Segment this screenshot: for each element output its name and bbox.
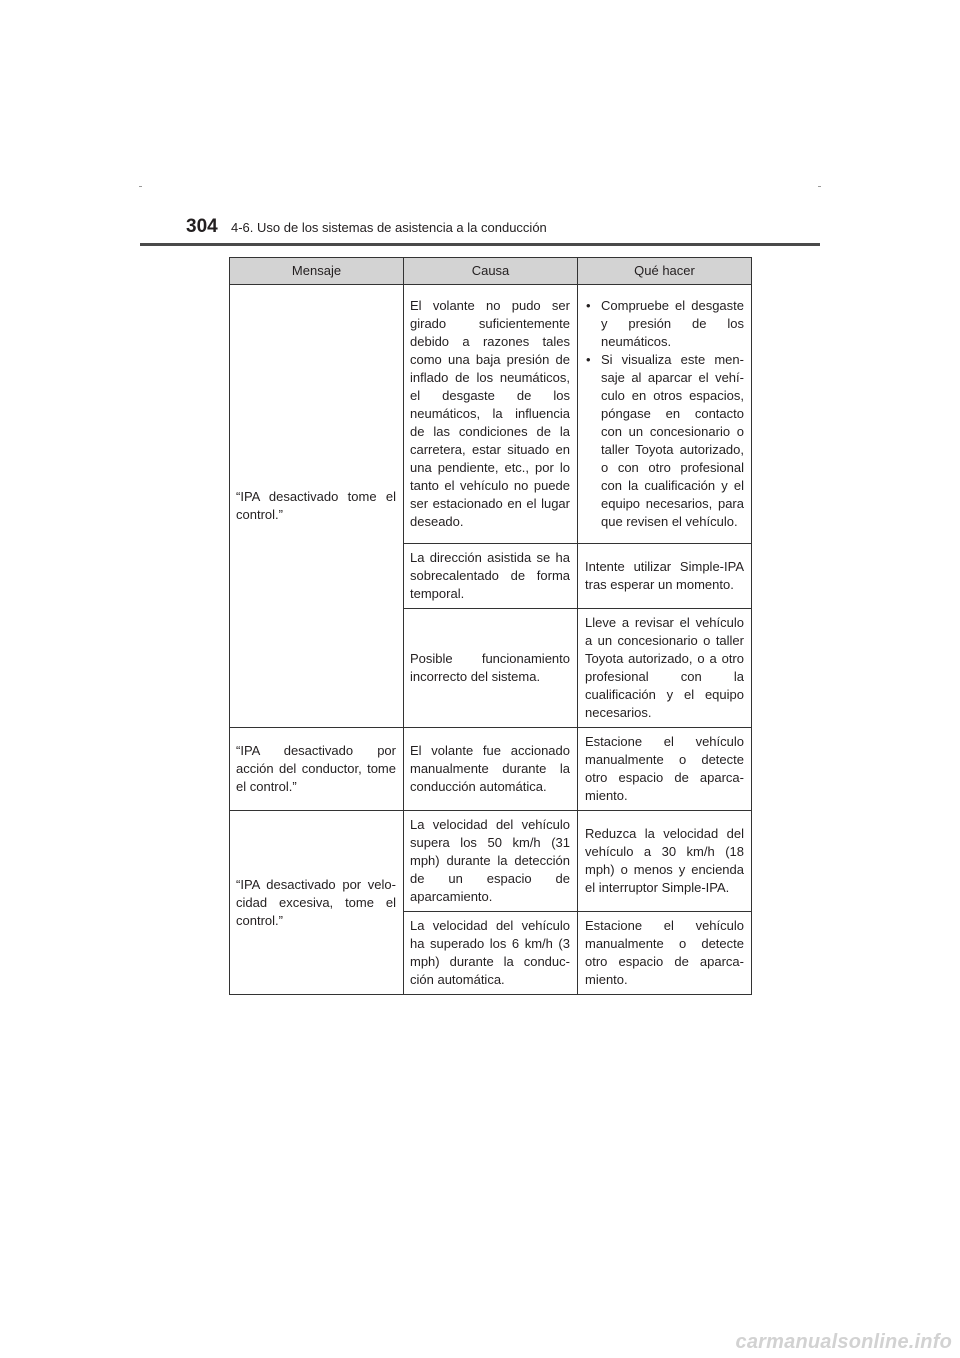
- action-cell: [578, 285, 752, 544]
- watermark: carmanualsonline.info: [735, 1331, 952, 1353]
- cause-cell: Posible funcionamiento incorrecto del sistema.: [404, 609, 578, 728]
- cause-cell: El volante fue accionado manualmente durante la conducción automática.: [404, 728, 578, 811]
- crop-mark-right: [818, 186, 821, 187]
- table-row: [230, 811, 752, 912]
- table-row: [230, 285, 752, 544]
- list-item: • Compruebe el desgaste y presión de los neumáticos.: [585, 297, 744, 351]
- action-cell: Intente utilizar Simple-IPA tras esperar un momento.: [578, 544, 752, 609]
- cause-cell: La velocidad del vehículo supera los 50 km/h (31 mph) durante la detección de un espacio de aparcamiento.: [404, 811, 578, 912]
- header-rule: [140, 243, 820, 246]
- column-header-cause: Causa: [404, 258, 578, 285]
- table-row: [230, 728, 752, 811]
- message-cell: “IPA desactivado por acción del conductor, tome el control.”: [230, 728, 404, 811]
- section-title: 4-6. Uso de los sistemas de asistencia a la conducción: [231, 220, 547, 235]
- crop-mark-left: [139, 186, 142, 187]
- cause-cell: El volante no pudo ser girado suficientemente debido a razones tales como una baja presión de inflado de los neumáticos, el desgaste de los neumáticos, la influencia de las condiciones de la carretera, estar situado en una pendiente, etc., por lo tanto el vehículo no puede ser estacionado en el lugar deseado.: [404, 285, 578, 544]
- action-bullet-list: [585, 297, 744, 531]
- action-cell: Reduzca la velocidad del vehículo a 30 km/h (18 mph) o menos y encienda el interruptor Simple-IPA.: [578, 811, 752, 912]
- message-cell: “IPA desactivado tome el control.”: [230, 285, 404, 728]
- table-header-row: [230, 258, 752, 285]
- action-cell: Estacione el vehículo manualmente o detecte otro espacio de aparcamiento.: [578, 728, 752, 811]
- action-cell: Estacione el vehículo manualmente o detecte otro espacio de aparcamiento.: [578, 912, 752, 995]
- cause-cell: La velocidad del vehículo ha superado los 6 km/h (3 mph) durante la conducción automática.: [404, 912, 578, 995]
- messages-table: [229, 257, 752, 995]
- action-cell: Lleve a revisar el vehículo a un concesionario o taller Toyota autorizado, o a otro profesional con la cualificación y el equipo necesarios.: [578, 609, 752, 728]
- column-header-message: Mensaje: [230, 258, 404, 285]
- page-number: 304: [186, 216, 218, 237]
- list-item: • Si visualiza este mensaje al aparcar el vehículo en otros espacios, póngase en contacto con un concesionario o taller Toyota autorizado, o con otro profesional con la cualificación y el equipo necesarios, para que revisen el vehículo.: [585, 351, 744, 531]
- column-header-action: Qué hacer: [578, 258, 752, 285]
- message-cell: “IPA desactivado por velocidad excesiva, tome el control.”: [230, 811, 404, 995]
- cause-cell: La dirección asistida se ha sobrecalentado de forma temporal.: [404, 544, 578, 609]
